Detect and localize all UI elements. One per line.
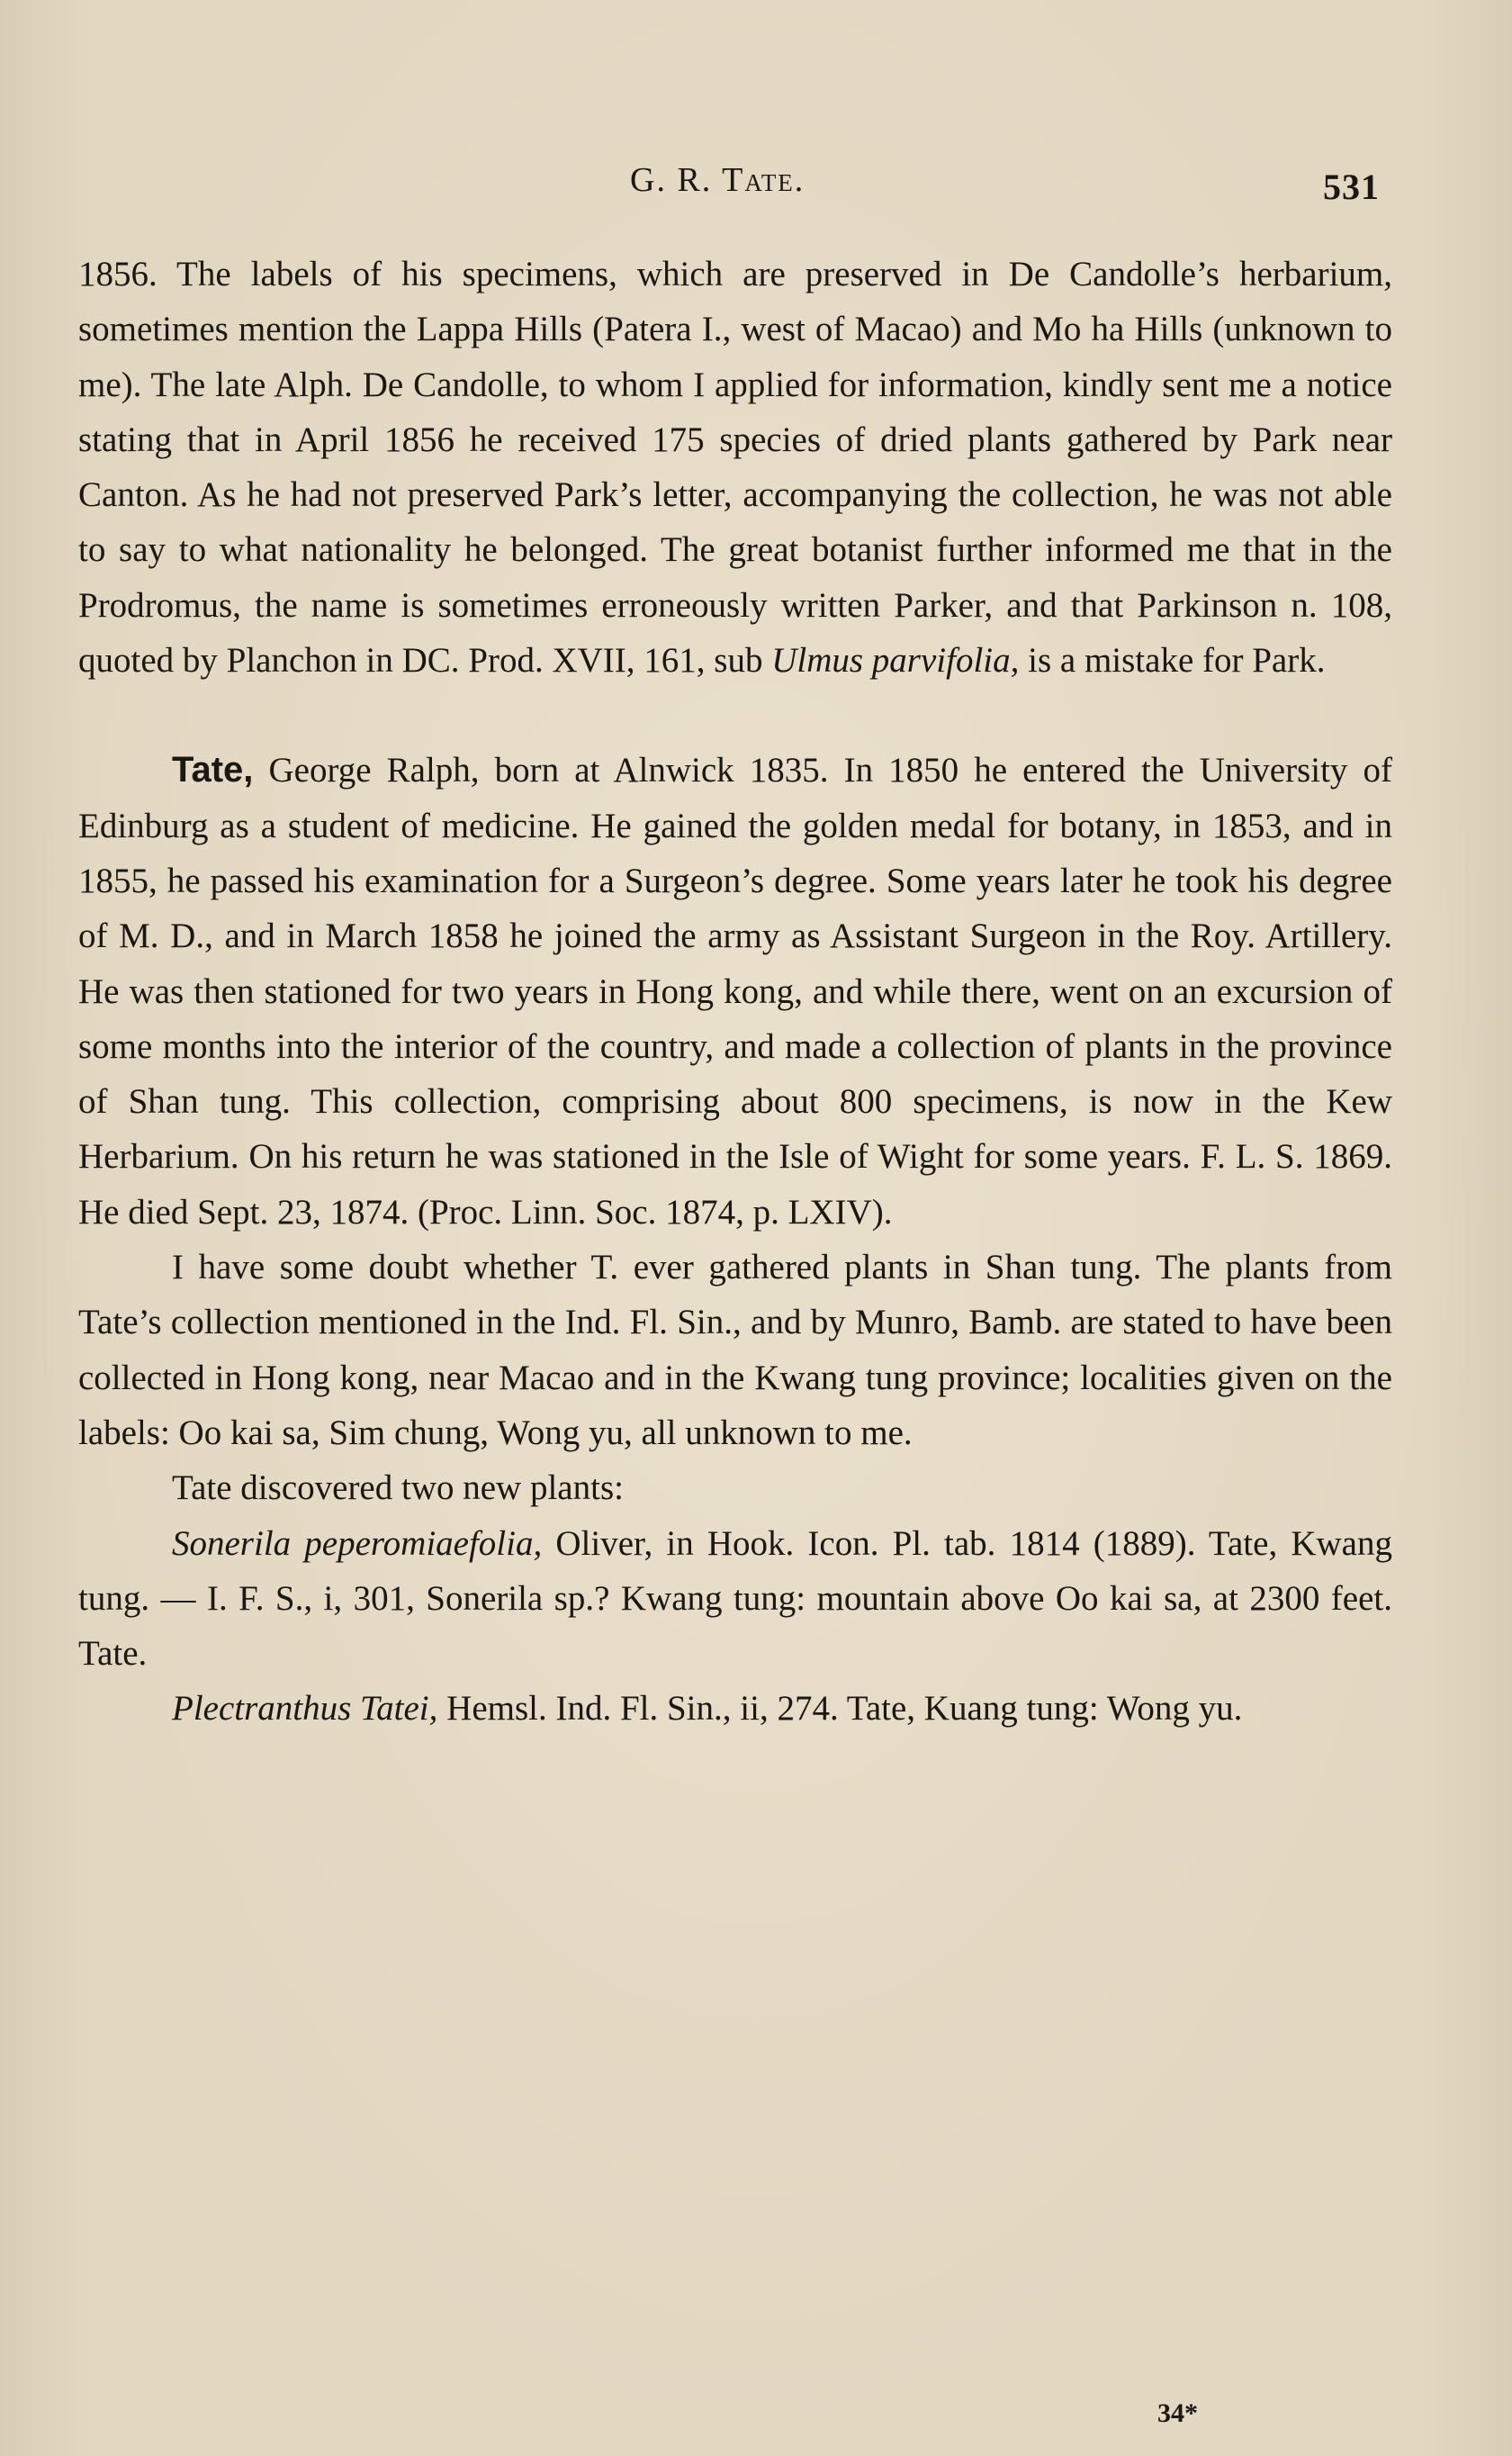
- species-name: Sonerila peperomiaefolia,: [172, 1523, 543, 1563]
- species-name: Ulmus parvifolia,: [771, 641, 1020, 681]
- paragraph-tate-entry: [78, 743, 1392, 1240]
- running-head: [0, 160, 1512, 214]
- paragraph-text: George Ralph, born at Alnwick 1835. In 1850 he entered the University of Edinburg as a student of medicine. He gained the golden medal for botany, in 1853, and in 1855, he passed his examination for a Surgeon’s degree. Some years later he took his degree of M. D., and in March 1858 he joined the army as Assistant Surgeon in the Roy. Artillery. He was then stationed for two years in Hong kong, and while there, went on an excursion of some months into the interior of the country, and made a collection of plants in the province of Shan tung. This collection, comprising about 800 specimens, is now in the Kew Herbarium. On his return he was stationed in the Isle of Wight for some years. F. L. S. 1869. He died Sept. 23, 1874. (Proc. Linn. Soc. 1874, p. LXIV).: [78, 751, 1392, 1232]
- paragraph-doubt: [78, 1240, 1392, 1460]
- paragraph-text: Tate discovered two new plants:: [172, 1468, 624, 1508]
- species-name: Plectranthus Tatei,: [172, 1689, 438, 1729]
- paragraph-plectranthus: [78, 1681, 1392, 1736]
- paragraph-park-continuation: [78, 247, 1392, 688]
- body-text: [78, 247, 1392, 1737]
- signature-mark: 34*: [1157, 2398, 1198, 2428]
- paragraph-text: I have some doubt whether T. ever gathered plants in Shan tung. The plants from Tate’s collection mentioned in the Ind. Fl. Sin., and by Munro, Bamb. are stated to have been collected in Hong kong, near Macao and in the Kwang tung province; localities given on the labels: Oo kai sa, Sim chung, Wong yu, all unknown to me.: [78, 1248, 1392, 1452]
- paragraph-text-tail: is a mistake for Park.: [1019, 641, 1326, 681]
- paragraph-text: 1856. The labels of his specimens, which are preserved in De Candolle’s herbarium, sometimes mention the Lappa Hills (Patera I., west of Macao) and Mo ha Hills (unknown to me). The late Alph. De Candolle, to whom I applied for information, kindly sent me a notice stating that in April 1856 he received 175 species of dried plants gathered by Park near Canton. As he had not preserved Park’s letter, accompanying the collection, he was not able to say to what nationality he belonged. The great botanist further informed me that in the Prodromus, the name is sometimes erroneously written Parker, and that Parkinson n. 108, quoted by Planchon in DC. Prod. XVII, 161, sub: [78, 255, 1392, 681]
- paragraph-text: Oliver, in Hook. Icon. Pl. tab. 1814 (1889). Tate, Kwang tung. — I. F. S., i, 301, Sonerila sp.? Kwang tung: mountain above Oo kai sa, at 2300 feet. Tate.: [78, 1523, 1392, 1674]
- running-title: G. R. Tate.: [630, 161, 806, 199]
- page-number: 531: [1323, 167, 1380, 207]
- paragraph-discoveries-intro: [78, 1460, 1392, 1515]
- entry-name: Tate,: [172, 750, 254, 790]
- paragraph-text: Hemsl. Ind. Fl. Sin., ii, 274. Tate, Kuang tung: Wong yu.: [437, 1689, 1243, 1729]
- paragraph-sonerila: [78, 1516, 1392, 1682]
